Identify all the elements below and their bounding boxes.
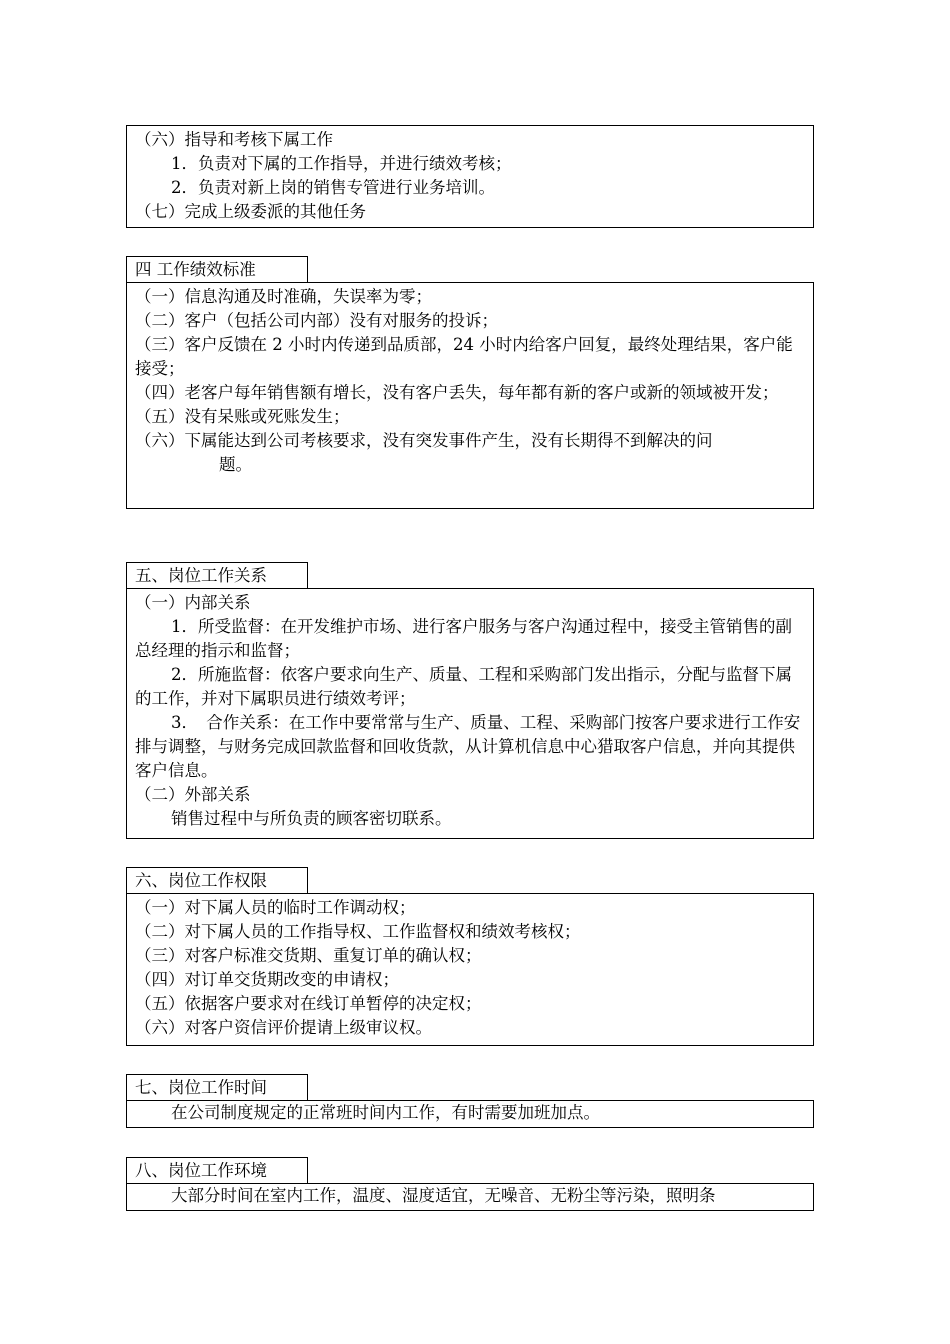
- authority-item-2: （二）对下属人员的工作指导权、工作监督权和绩效考核权；: [135, 922, 581, 941]
- performance-item-4: （四）老客户每年销售额有增长，没有客户丢失，每年都有新的客户或新的领域被开发；: [135, 383, 779, 402]
- section8-title: 八、岗位工作环境: [126, 1157, 308, 1183]
- authority-item-1: （一）对下属人员的临时工作调动权；: [135, 898, 416, 917]
- section7-box: [126, 1100, 814, 1128]
- section7-title: 七、岗位工作时间: [126, 1074, 308, 1100]
- internal-relation-1: 1．所受监督：在开发维护市场、进行客户服务与客户沟通过程中，接受主管销售的副总经理的指示和监督；: [135, 617, 792, 660]
- authority-item-4: （四）对订单交货期改变的申请权；: [135, 970, 399, 989]
- duties-continued-box: [126, 125, 814, 228]
- internal-relation-3: 3． 合作关系：在工作中要常常与生产、质量、工程、采购部门按客户要求进行工作安排与调整，与财务完成回款监督和回收货款，从计算机信息中心猎取客户信息，并向其提供客户信息。: [135, 713, 801, 780]
- duty-item-7: （七）完成上级委派的其他任务: [135, 202, 366, 221]
- performance-item-3: （三）客户反馈在 2 小时内传递到品质部，24 小时内给客户回复，最终处理结果，客户能接受；: [135, 335, 793, 378]
- performance-item-2: （二）客户（包括公司内部）没有对服务的投诉；: [135, 311, 498, 330]
- authority-item-5: （五）依据客户要求对在线订单暂停的决定权；: [135, 994, 482, 1013]
- duty-item-6-1: 1．负责对下属的工作指导，并进行绩效考核；: [171, 154, 512, 173]
- internal-relations-heading: （一）内部关系: [135, 593, 251, 612]
- section4-title: 四 工作绩效标准: [126, 256, 308, 282]
- duty-item-6-2: 2．负责对新上岗的销售专管进行业务培训。: [171, 178, 495, 197]
- work-environment-text: 大部分时间在室内工作，温度、湿度适宜，无噪音、无粉尘等污染，照明条: [171, 1186, 716, 1205]
- section4-box: [126, 282, 814, 509]
- section6-box: [126, 893, 814, 1046]
- external-relations-text: 销售过程中与所负责的顾客密切联系。: [171, 809, 452, 828]
- work-time-text: 在公司制度规定的正常班时间内工作，有时需要加班加点。: [171, 1103, 600, 1122]
- external-relations-heading: （二）外部关系: [135, 785, 251, 804]
- internal-relation-2: 2．所施监督：依客户要求向生产、质量、工程和采购部门发出指示，分配与监督下属的工作，并对下属职员进行绩效考评；: [135, 665, 792, 708]
- section5-title: 五、岗位工作关系: [126, 562, 308, 588]
- duty-item-6: （六）指导和考核下属工作: [135, 130, 333, 149]
- performance-item-1: （一）信息沟通及时准确，失误率为零；: [135, 287, 432, 306]
- performance-item-5: （五）没有呆账或死账发生；: [135, 407, 350, 426]
- authority-item-6: （六）对客户资信评价提请上级审议权。: [135, 1018, 432, 1037]
- authority-item-3: （三）对客户标准交货期、重复订单的确认权；: [135, 946, 482, 965]
- section6-title: 六、岗位工作权限: [126, 867, 308, 893]
- performance-item-6-cont: 题。: [219, 455, 252, 474]
- section8-box: [126, 1183, 814, 1211]
- performance-item-6: （六）下属能达到公司考核要求，没有突发事件产生，没有长期得不到解决的问: [135, 431, 713, 450]
- section5-box: [126, 588, 814, 839]
